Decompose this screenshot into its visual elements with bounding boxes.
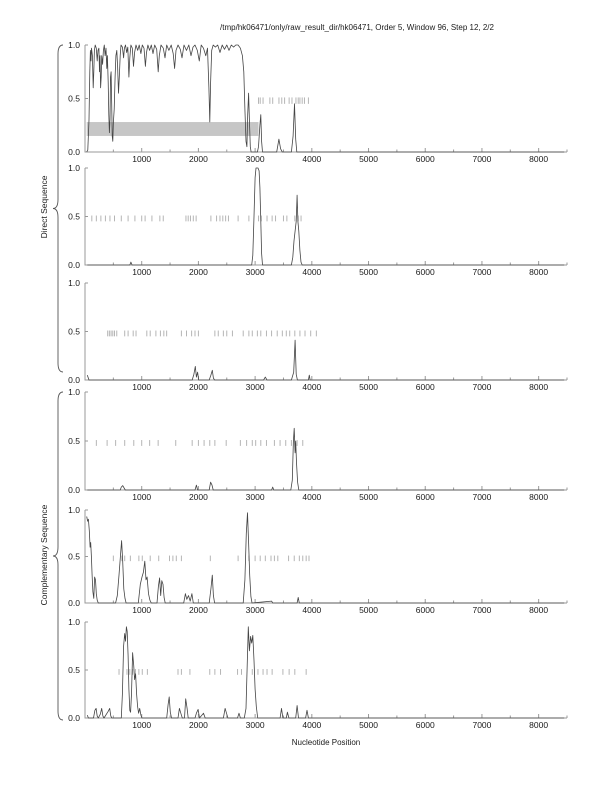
x-tick-label: 3000 [245, 154, 265, 164]
x-tick-label: 4000 [302, 267, 322, 277]
y-tick-label: 1.0 [68, 163, 80, 173]
x-tick-label: 7000 [472, 382, 492, 392]
y-tick-label: 0.0 [68, 147, 80, 157]
complementary-sequence-label: Complementary Sequence [39, 504, 49, 606]
axes [85, 510, 567, 603]
x-tick-label: 8000 [529, 605, 549, 615]
y-tick-label: 0.5 [68, 211, 80, 222]
x-tick-label: 5000 [359, 267, 378, 277]
complementary-group-brace [53, 392, 63, 720]
axes [85, 283, 567, 380]
x-tick-label: 2000 [188, 720, 208, 730]
x-tick-label: 3000 [245, 492, 265, 502]
x-axis-title: Nucleotide Position [291, 738, 361, 747]
y-tick-label: 0.5 [68, 551, 80, 562]
x-tick-label: 1000 [132, 267, 152, 277]
x-tick-label: 3000 [245, 720, 265, 730]
y-tick-label: 1.0 [68, 505, 80, 515]
direct-sequence-label: Direct Sequence [39, 175, 49, 239]
y-tick-label: 0.0 [68, 485, 80, 495]
axes [85, 168, 567, 265]
x-tick-label: 1000 [132, 154, 152, 164]
x-tick-label: 1000 [132, 605, 152, 615]
y-tick-label: 1.0 [68, 40, 80, 50]
panel-direct-frame-1 [68, 40, 567, 164]
x-tick-label: 8000 [529, 382, 549, 392]
y-tick-label: 0.5 [68, 665, 80, 675]
x-tick-label: 6000 [415, 492, 435, 502]
x-tick-label: 7000 [472, 154, 492, 164]
x-tick-label: 7000 [472, 605, 492, 615]
axes [85, 622, 567, 718]
y-tick-label: 0.5 [68, 436, 80, 446]
x-tick-label: 1000 [132, 382, 152, 392]
y-tick-label: 1.0 [68, 387, 80, 397]
x-tick-label: 5000 [359, 492, 378, 502]
x-tick-label: 6000 [415, 267, 435, 277]
x-tick-label: 6000 [415, 382, 435, 392]
x-tick-label: 8000 [529, 267, 549, 277]
probability-curve [87, 340, 564, 380]
y-tick-label: 0.0 [68, 260, 80, 270]
x-tick-label: 7000 [472, 720, 492, 730]
probability-curve [87, 168, 564, 265]
y-tick-label: 0.0 [68, 713, 80, 723]
probability-curve [87, 627, 564, 718]
x-tick-label: 5000 [359, 720, 378, 730]
x-tick-label: 3000 [245, 382, 265, 392]
x-tick-label: 1000 [132, 720, 152, 730]
x-tick-label: 6000 [415, 720, 435, 730]
y-tick-label: 0.0 [68, 375, 80, 385]
x-tick-label: 5000 [359, 605, 378, 615]
direct-group-brace [53, 45, 63, 372]
x-tick-label: 4000 [302, 605, 322, 615]
x-tick-label: 4000 [302, 382, 322, 392]
panel-direct-frame-2 [68, 163, 567, 277]
plot-title: /tmp/hk06471/only/raw_result_dir/hk06471, Order 5, Window 96, Step 12, 2/2 [220, 23, 494, 32]
panel-complementary-frame-1 [68, 387, 567, 502]
x-tick-label: 8000 [529, 154, 549, 164]
x-tick-label: 2000 [188, 267, 208, 277]
x-tick-label: 2000 [188, 492, 208, 502]
x-tick-label: 8000 [529, 720, 549, 730]
x-tick-label: 2000 [188, 382, 208, 392]
x-tick-label: 7000 [472, 267, 492, 277]
y-tick-label: 0.0 [68, 598, 80, 608]
x-tick-label: 5000 [359, 382, 378, 392]
x-tick-label: 2000 [188, 154, 208, 164]
x-tick-label: 1000 [132, 492, 152, 502]
x-tick-label: 4000 [302, 154, 322, 164]
x-tick-label: 4000 [302, 720, 322, 730]
x-tick-label: 5000 [359, 154, 378, 164]
axes [85, 392, 567, 490]
x-tick-label: 7000 [472, 492, 492, 502]
y-tick-label: 0.5 [68, 93, 80, 104]
y-tick-label: 1.0 [68, 278, 80, 288]
x-tick-label: 3000 [245, 605, 265, 615]
x-tick-label: 4000 [302, 492, 322, 502]
x-tick-label: 6000 [415, 154, 435, 164]
panel-complementary-frame-3 [68, 617, 567, 730]
probability-curve [87, 428, 564, 490]
y-tick-label: 1.0 [68, 617, 80, 627]
x-tick-label: 6000 [415, 605, 435, 615]
x-tick-label: 2000 [188, 605, 208, 615]
panel-direct-frame-3 [68, 278, 567, 392]
y-tick-label: 0.5 [68, 326, 80, 337]
x-tick-label: 3000 [245, 267, 265, 277]
x-tick-label: 8000 [529, 492, 549, 502]
panel-complementary-frame-2 [68, 505, 567, 615]
